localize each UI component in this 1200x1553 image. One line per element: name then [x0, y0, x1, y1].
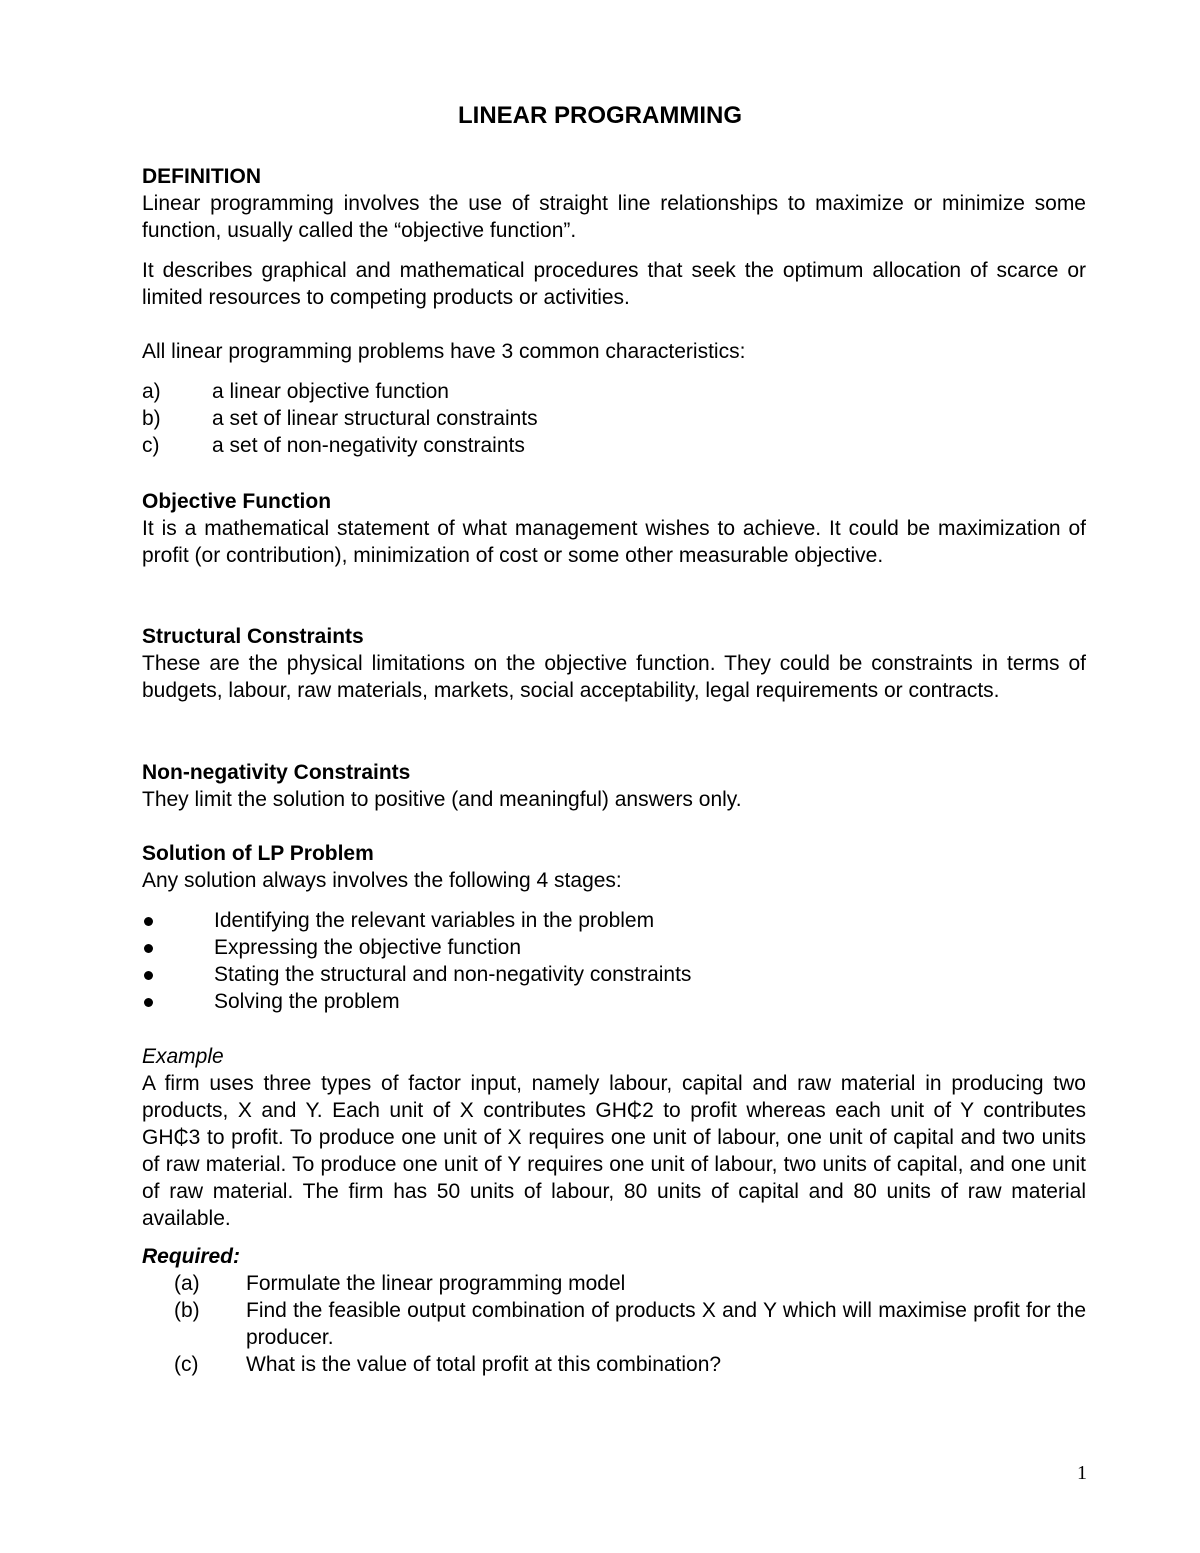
question-label: (b)	[174, 1299, 200, 1322]
bullet-item	[142, 934, 1086, 961]
example-section	[142, 1043, 1086, 1378]
question-label: (c)	[174, 1353, 199, 1376]
bullet-text: Solving the problem	[214, 990, 400, 1013]
structural-section	[142, 623, 1086, 704]
list-item	[142, 405, 1086, 432]
question-item	[142, 1297, 1086, 1351]
page-number: 1	[1077, 1462, 1087, 1484]
definition-heading: DEFINITION	[142, 165, 261, 188]
nonneg-text: They limit the solution to positive (and meaningful) answers only.	[142, 788, 742, 811]
definition-p1: Linear programming involves the use of straight line relationships to maximize or minimize some function, usually called the “objective function”.	[142, 192, 1086, 242]
bullet-text: Identifying the relevant variables in the problem	[214, 909, 655, 932]
required-heading: Required:	[142, 1245, 241, 1268]
bullet-item	[142, 961, 1086, 988]
solution-intro: Any solution always involves the following 4 stages:	[142, 869, 622, 892]
question-text: Find the feasible output combination of products X and Y which will maximise profit for the producer.	[246, 1299, 1086, 1349]
question-item	[142, 1351, 1086, 1378]
nonneg-heading: Non-negativity Constraints	[142, 761, 411, 784]
list-item	[142, 432, 1086, 459]
solution-heading: Solution of LP Problem	[142, 842, 374, 865]
bullet-icon	[144, 998, 153, 1007]
list-item	[142, 378, 1086, 405]
example-heading: Example	[142, 1045, 224, 1068]
bullet-text: Stating the structural and non-negativity constraints	[214, 963, 692, 986]
definition-p3: All linear programming problems have 3 common characteristics:	[142, 340, 746, 363]
item-label: c)	[142, 434, 160, 457]
question-text: What is the value of total profit at this combination?	[246, 1353, 722, 1376]
example-text: A firm uses three types of factor input, namely labour, capital and raw material in producing two products, X and Y. Each unit of X contributes GH₵2 to profit whereas each unit of Y contributes GH₵3 to profit. To produce one unit of X requires one unit of labour, one unit of capital and two units of raw material. To produce one unit of Y requires one unit of labour, two units of capital, and one unit of raw material. The firm has 50 units of labour, 80 units of capital and 80 units of raw material available.	[142, 1072, 1086, 1230]
question-label: (a)	[174, 1272, 200, 1295]
bullet-icon	[144, 944, 153, 953]
item-label: a)	[142, 380, 161, 403]
definition-p2: It describes graphical and mathematical procedures that seek the optimum allocation of scarce or limited resources to competing products or activities.	[142, 259, 1086, 309]
item-label: b)	[142, 407, 161, 430]
structural-heading: Structural Constraints	[142, 625, 364, 648]
structural-text: These are the physical limitations on the objective function. They could be constraints in terms of budgets, labour, raw materials, markets, social acceptability, legal requirements or contracts.	[142, 652, 1086, 702]
objective-text: It is a mathematical statement of what management wishes to achieve. It could be maximization of profit (or contribution), minimization of cost or some other measurable objective.	[142, 517, 1086, 567]
bullet-icon	[144, 971, 153, 980]
question-item	[142, 1270, 1086, 1297]
solution-section	[142, 840, 1086, 1015]
item-text: a linear objective function	[212, 380, 449, 403]
objective-heading: Objective Function	[142, 490, 332, 513]
page-title: LINEAR PROGRAMMING	[458, 102, 742, 129]
question-text: Formulate the linear programming model	[246, 1272, 626, 1295]
definition-section	[142, 163, 1086, 459]
nonneg-section	[142, 759, 1086, 813]
item-text: a set of linear structural constraints	[212, 407, 538, 430]
bullet-icon	[144, 917, 153, 926]
bullet-item	[142, 988, 1086, 1015]
item-text: a set of non-negativity constraints	[212, 434, 525, 457]
bullet-item	[142, 907, 1086, 934]
objective-section	[142, 488, 1086, 569]
bullet-text: Expressing the objective function	[214, 936, 522, 959]
